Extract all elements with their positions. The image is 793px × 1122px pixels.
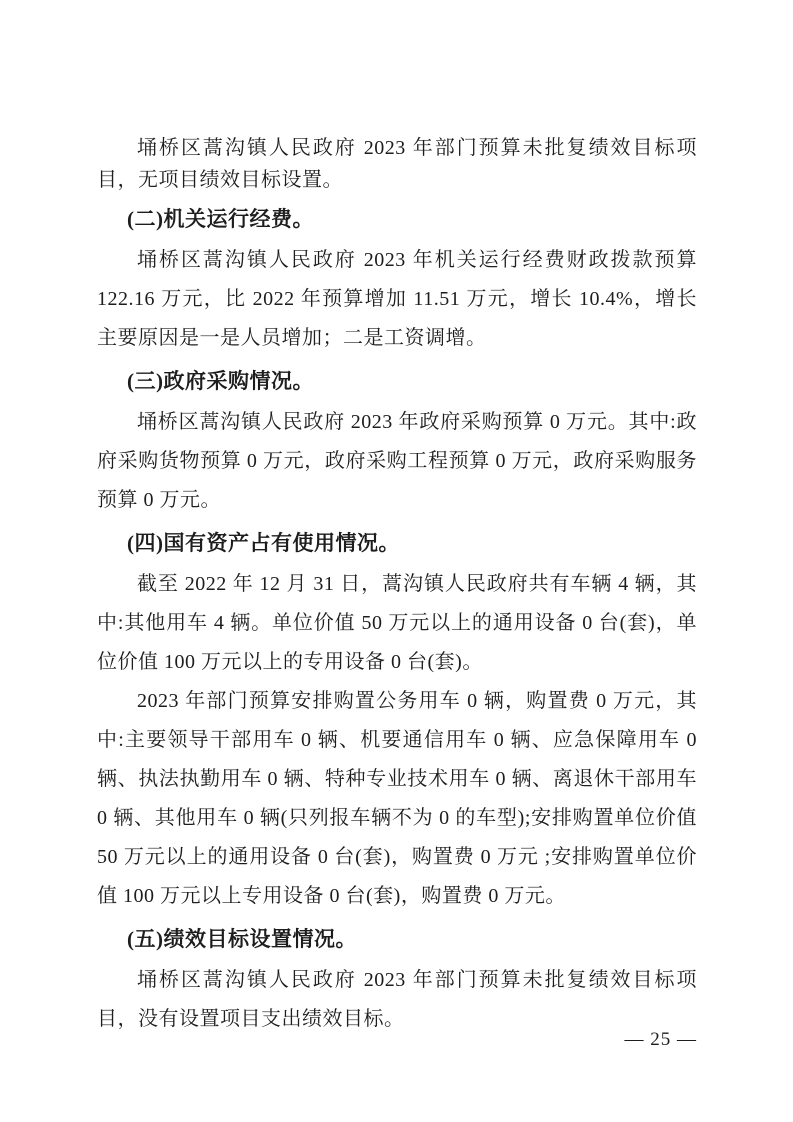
body-paragraph: 埇桥区蒿沟镇人民政府 2023 年部门预算未批复绩效目标项目，没有设置项目支出绩效目标。: [97, 969, 697, 1030]
section-heading: (四)国有资产占有使用情况。: [127, 531, 400, 555]
section-heading: (五)绩效目标设置情况。: [127, 927, 357, 951]
section-heading: (三)政府采购情况。: [127, 369, 314, 393]
body-paragraph: 埇桥区蒿沟镇人民政府 2023 年政府采购预算 0 万元。其中:政府采购货物预算 0 万元，政府采购工程预算 0 万元，政府采购服务预算 0 万元。: [97, 411, 697, 511]
body-paragraph: 埇桥区蒿沟镇人民政府 2023 年机关运行经费财政拨款预算 122.16 万元，比 2022 年预算增加 11.51 万元，增长 10.4%，增长主要原因是一是人员增加；二是工资调增。: [97, 249, 697, 349]
document-content: [97, 132, 697, 1039]
section-heading: (二)机关运行经费。: [127, 207, 314, 231]
body-paragraph: 埇桥区蒿沟镇人民政府 2023 年部门预算未批复绩效目标项目，无项目绩效目标设置。: [97, 137, 697, 191]
page-number: — 25 —: [624, 1029, 697, 1050]
body-paragraph: 截至 2022 年 12 月 31 日，蒿沟镇人民政府共有车辆 4 辆，其中:其他用车 4 辆。单位价值 50 万元以上的通用设备 0 台(套)，单位价值 100 万元以上的专用设备 0 台(套)。: [97, 573, 697, 673]
body-paragraph: 2023 年部门预算安排购置公务用车 0 辆，购置费 0 万元，其中:主要领导干部用车 0 辆、机要通信用车 0 辆、应急保障用车 0 辆、执法执勤用车 0 辆、特种专业技术用车 0 辆、离退休干部用车 0 辆、其他用车 0 辆(只列报车辆不为 0 的车型);安排购置单位价值 50 万元以上的通用设备 0 台(套)，购置费 0 万元 ;安排购置单位价值 100 万元以上专用设备 0 台(套)，购置费 0 万元。: [97, 690, 697, 907]
